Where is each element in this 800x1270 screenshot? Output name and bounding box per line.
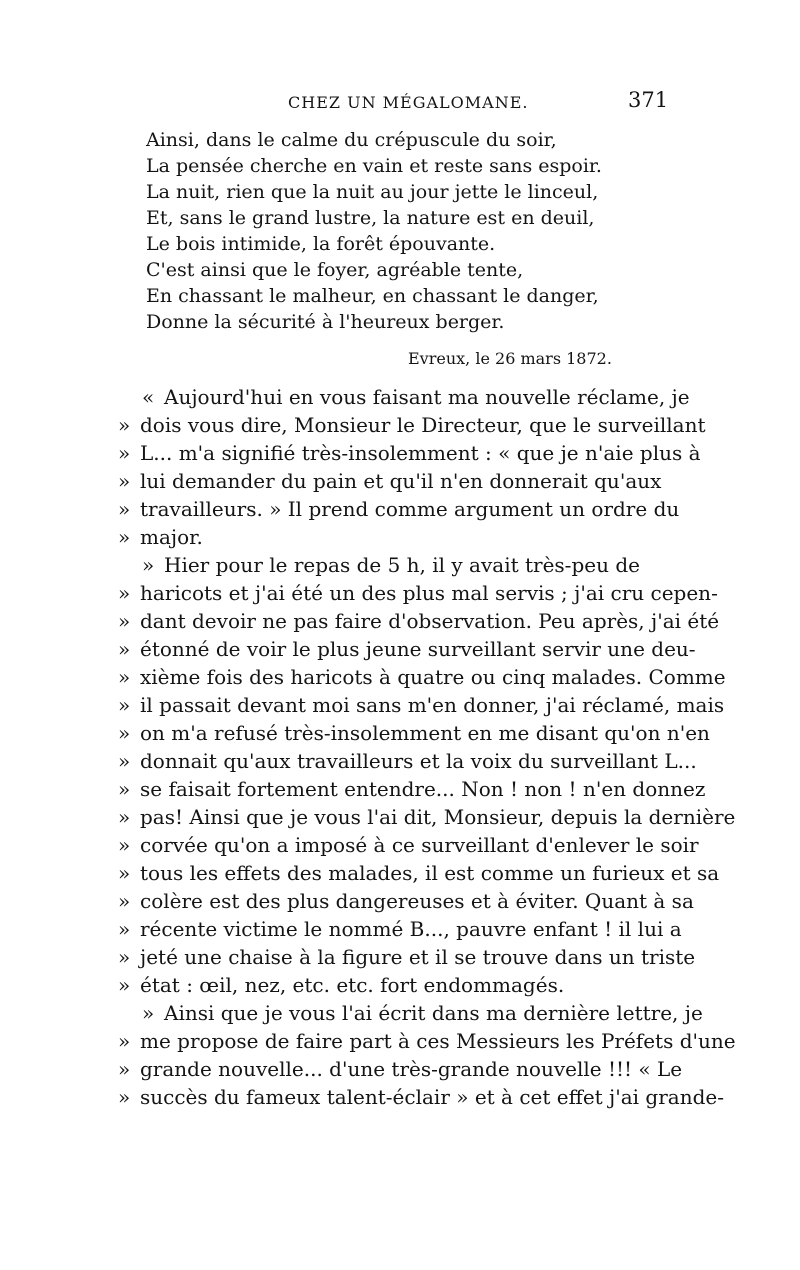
letter-line-text: jeté une chaise à la figure et il se trouve dans un triste — [140, 945, 696, 969]
letter-line-text: grande nouvelle... d'une très-grande nouvelle !!! « Le — [140, 1057, 683, 1081]
letter-line — [118, 635, 696, 663]
quote-mark: » — [118, 861, 131, 885]
quote-mark: » — [118, 1085, 131, 1109]
letter-line-text: me propose de faire part à ces Messieurs les Préfets d'une — [140, 1029, 736, 1053]
poem-line: C'est ainsi que le foyer, agréable tente, — [146, 259, 524, 281]
letter-line — [118, 859, 720, 887]
letter-line — [118, 439, 701, 467]
quote-mark: » — [142, 1001, 155, 1025]
letter-line — [118, 915, 682, 943]
letter-line-text: L... m'a signifié très-insolemment : « que je n'aie plus à — [140, 441, 701, 465]
letter-line-text: il passait devant moi sans m'en donner, j'ai réclamé, mais — [140, 693, 725, 717]
letter-line — [118, 383, 690, 411]
letter-line — [118, 943, 696, 971]
quote-mark: » — [118, 1057, 131, 1081]
letter-line — [118, 971, 674, 999]
quote-mark: » — [118, 469, 131, 493]
letter-line — [118, 411, 706, 439]
quote-mark: » — [142, 553, 155, 577]
letter-line-text: Aujourd'hui en vous faisant ma nouvelle réclame, je — [164, 385, 690, 409]
letter-line-text: xième fois des haricots à quatre ou cinq malades. Comme — [140, 665, 726, 689]
letter-line-text: on m'a refusé très-insolemment en me disant qu'on n'en — [140, 721, 710, 745]
quote-mark: » — [118, 525, 131, 549]
letter-line-text: récente victime le nommé B..., pauvre enfant ! il lui a — [140, 917, 682, 941]
letter-line — [118, 887, 694, 915]
letter-line-text: dant devoir ne pas faire d'observation. Peu après, j'ai été — [140, 609, 720, 633]
letter-line — [118, 803, 736, 831]
quote-mark: » — [118, 497, 131, 521]
letter-line — [118, 1083, 724, 1111]
letter-line — [118, 607, 720, 635]
quote-mark: » — [118, 665, 131, 689]
quote-mark: « — [142, 385, 155, 409]
letter-line — [118, 747, 697, 775]
letter-line-text: tous les effets des malades, il est comme un furieux et sa — [140, 861, 720, 885]
letter-line-text: donnait qu'aux travailleurs et la voix du surveillant L... — [140, 749, 697, 773]
letter-line-text: dois vous dire, Monsieur le Directeur, que le surveillant — [140, 413, 706, 437]
poem-line: Et, sans le grand lustre, la nature est en deuil, — [146, 207, 595, 229]
quote-mark: » — [118, 581, 131, 605]
quote-mark: » — [118, 693, 131, 717]
letter-line-text: haricots et j'ai été un des plus mal servis ; j'ai cru cepen- — [140, 581, 718, 605]
quote-mark: » — [118, 1029, 131, 1053]
letter-line — [118, 523, 674, 551]
poem-line: En chassant le malheur, en chassant le danger, — [146, 285, 599, 307]
page-header — [0, 88, 800, 118]
quote-mark: » — [118, 721, 131, 745]
running-title: CHEZ UN MÉGALOMANE. — [288, 93, 529, 112]
quote-mark: » — [118, 441, 131, 465]
quote-mark: » — [118, 973, 131, 997]
letter-line-text: Hier pour le repas de 5 h, il y avait très-peu de — [164, 553, 640, 577]
letter-body — [118, 383, 736, 1111]
letter-line-text: pas! Ainsi que je vous l'ai dit, Monsieur, depuis la dernière — [140, 805, 736, 829]
poem-line: Le bois intimide, la forêt épouvante. — [146, 233, 496, 255]
quote-mark: » — [118, 917, 131, 941]
letter-line-text: corvée qu'on a imposé à ce surveillant d'enlever le soir — [140, 833, 699, 857]
poem-line: La pensée cherche en vain et reste sans espoir. — [146, 155, 602, 177]
dateline: Evreux, le 26 mars 1872. — [408, 349, 612, 368]
letter-line-text: major. — [140, 525, 203, 549]
letter-line — [118, 719, 710, 747]
poem-line: La nuit, rien que la nuit au jour jette le linceul, — [146, 181, 599, 203]
quote-mark: » — [118, 889, 131, 913]
quote-mark: » — [118, 777, 131, 801]
letter-line — [118, 831, 699, 859]
quote-mark: » — [118, 609, 131, 633]
letter-line — [118, 663, 726, 691]
quote-mark: » — [118, 833, 131, 857]
quote-mark: » — [118, 945, 131, 969]
letter-line-text: travailleurs. » Il prend comme argument un ordre du — [140, 497, 680, 521]
page-number: 371 — [628, 88, 669, 112]
poem-line: Donne la sécurité à l'heureux berger. — [146, 311, 505, 333]
letter-line-text: colère est des plus dangereuses et à éviter. Quant à sa — [140, 889, 694, 913]
letter-line — [118, 1055, 683, 1083]
poem-line: Ainsi, dans le calme du crépuscule du soir, — [146, 129, 557, 151]
letter-line — [118, 495, 680, 523]
letter-line-text: se faisait fortement entendre... Non ! non ! n'en donnez — [140, 777, 706, 801]
quote-mark: » — [118, 805, 131, 829]
quote-mark: » — [118, 413, 131, 437]
quote-mark: » — [118, 749, 131, 773]
letter-line-text: Ainsi que je vous l'ai écrit dans ma dernière lettre, je — [164, 1001, 703, 1025]
letter-line — [118, 551, 674, 579]
letter-line — [118, 999, 703, 1027]
letter-line — [118, 467, 674, 495]
letter-line — [118, 579, 718, 607]
letter-line-text: lui demander du pain et qu'il n'en donnerait qu'aux — [140, 469, 662, 493]
letter-line-text: état : œil, nez, etc. etc. fort endommagés. — [140, 973, 565, 997]
letter-line — [118, 1027, 736, 1055]
letter-line-text: étonné de voir le plus jeune surveillant servir une deu- — [140, 637, 696, 661]
letter-line — [118, 775, 706, 803]
poem — [146, 127, 746, 335]
quote-mark: » — [118, 637, 131, 661]
letter-line-text: succès du fameux talent-éclair » et à cet effet j'ai grande- — [140, 1085, 724, 1109]
letter-line — [118, 691, 725, 719]
